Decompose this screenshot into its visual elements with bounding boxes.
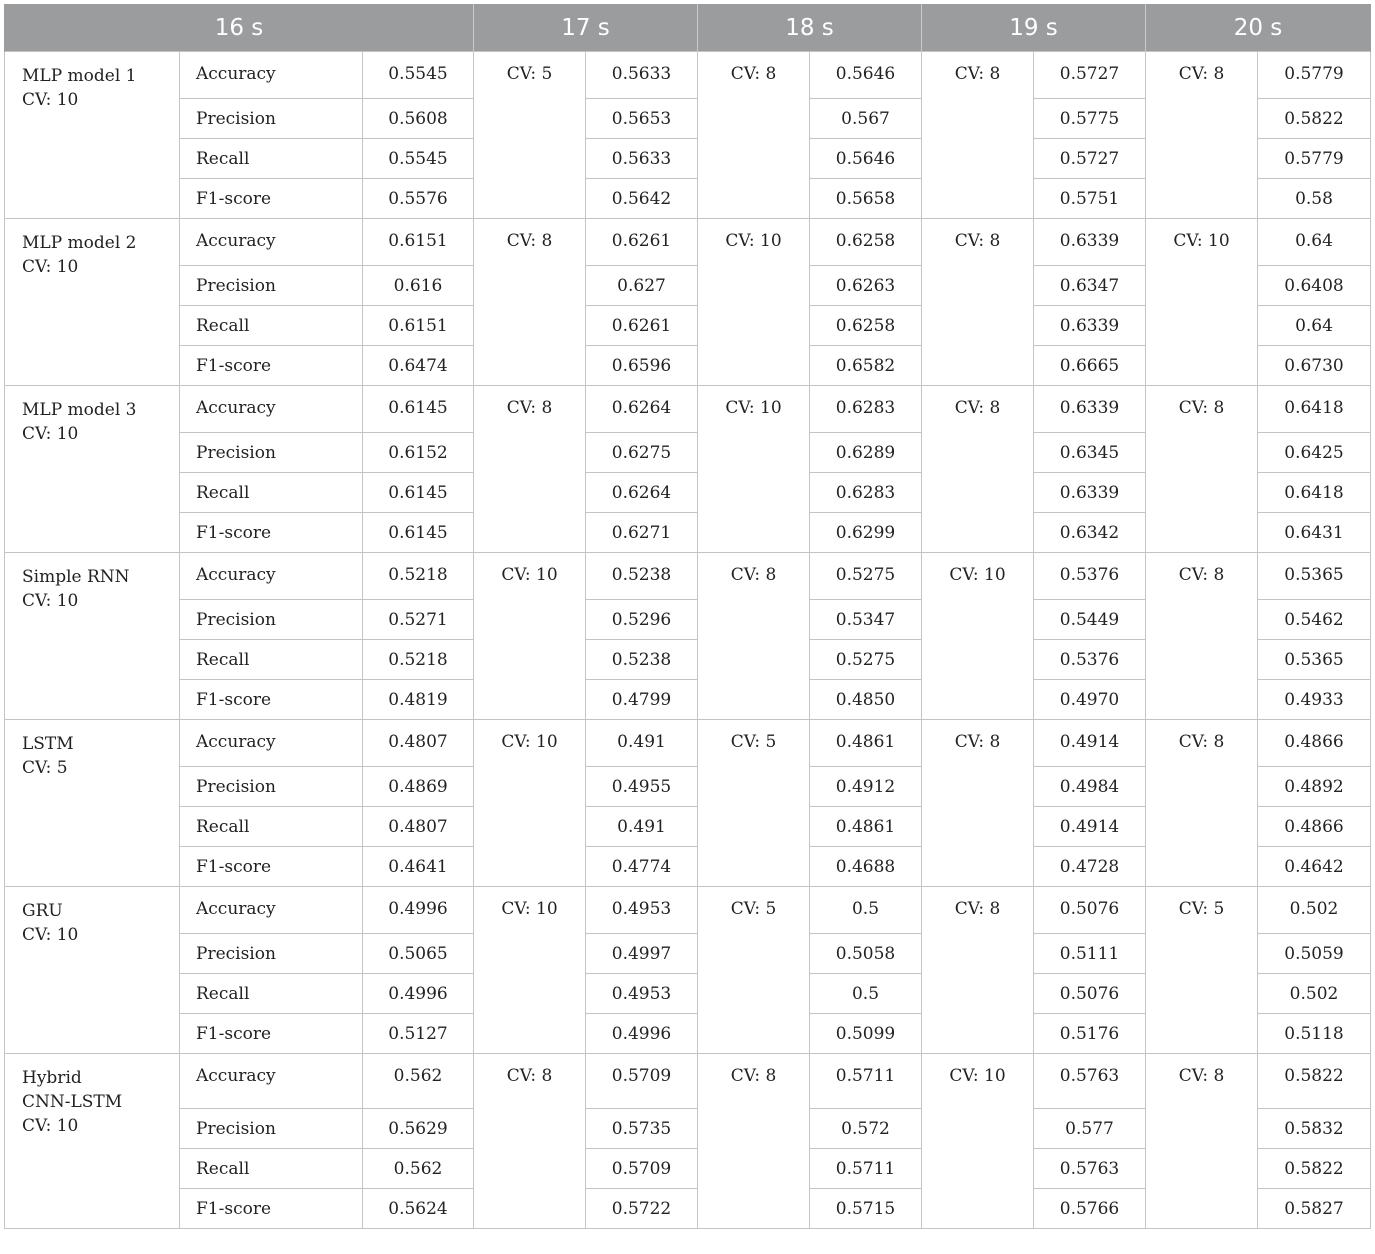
metric-value: 0.627 [586,266,698,306]
metric-value: 0.4997 [586,934,698,974]
metric-value: 0.4850 [810,680,922,720]
metric-label: Accuracy [180,386,363,433]
metric-value: 0.5271 [363,600,474,640]
metric-value: 0.6261 [586,306,698,346]
metric-value: 0.5365 [1258,553,1371,600]
metric-value: 0.5076 [1034,974,1146,1014]
metric-label: Accuracy [180,553,363,600]
metric-value: 0.6339 [1034,473,1146,513]
metric-value: 0.5711 [810,1054,922,1109]
cv-cell: CV: 8 [922,52,1034,219]
metric-value: 0.5735 [586,1109,698,1149]
metric-value: 0.5608 [363,99,474,139]
metric-value: 0.5642 [586,179,698,219]
results-table [4,4,1371,1229]
metric-value: 0.6339 [1034,306,1146,346]
metric-value: 0.5376 [1034,553,1146,600]
model-name-cell [5,52,180,219]
metric-value: 0.5832 [1258,1109,1371,1149]
cv-cell: CV: 5 [698,887,810,1054]
metric-value: 0.6263 [810,266,922,306]
model-name-line: CV: 10 [22,1116,79,1136]
metric-value: 0.5624 [363,1189,474,1229]
metric-value: 0.4641 [363,847,474,887]
metric-label: Precision [180,600,363,640]
cv-cell: CV: 10 [698,386,810,553]
cv-cell: CV: 8 [1146,386,1258,553]
metric-value: 0.5058 [810,934,922,974]
model-name-cell [5,386,180,553]
metric-value: 0.5775 [1034,99,1146,139]
model-name-line: CV: 10 [22,591,79,611]
metric-value: 0.5822 [1258,1149,1371,1189]
metric-label: Precision [180,266,363,306]
table-row [5,720,1371,767]
metric-value: 0.5646 [810,139,922,179]
metric-label: Recall [180,1149,363,1189]
metric-value: 0.4799 [586,680,698,720]
model-name-line: GRU [22,901,63,921]
table-row [5,219,1371,266]
metric-value: 0.5238 [586,640,698,680]
metric-value: 0.5076 [1034,887,1146,934]
metric-value: 0.5111 [1034,934,1146,974]
metric-value: 0.5176 [1034,1014,1146,1054]
metric-value: 0.562 [363,1054,474,1109]
metric-value: 0.5711 [810,1149,922,1189]
metric-value: 0.5629 [363,1109,474,1149]
metric-value: 0.5099 [810,1014,922,1054]
metric-value: 0.6271 [586,513,698,553]
metric-value: 0.4866 [1258,720,1371,767]
metric-label: Recall [180,473,363,513]
metric-value: 0.6665 [1034,346,1146,386]
metric-value: 0.616 [363,266,474,306]
metric-value: 0.6264 [586,386,698,433]
metric-value: 0.5763 [1034,1149,1146,1189]
metric-value: 0.6582 [810,346,922,386]
cv-cell: CV: 8 [922,720,1034,887]
metric-value: 0.5545 [363,139,474,179]
metric-label: Accuracy [180,720,363,767]
model-name-line: MLP model 2 [22,233,137,253]
metric-label: Precision [180,767,363,807]
cv-cell: CV: 5 [1146,887,1258,1054]
metric-value: 0.5462 [1258,600,1371,640]
cv-cell: CV: 8 [1146,1054,1258,1229]
metric-value: 0.64 [1258,306,1371,346]
metric-value: 0.5347 [810,600,922,640]
metric-label: F1-score [180,179,363,219]
cv-cell: CV: 8 [1146,553,1258,720]
metric-value: 0.5633 [586,52,698,99]
metric-value: 0.5296 [586,600,698,640]
column-header: 18 s [698,4,922,52]
metric-value: 0.5127 [363,1014,474,1054]
cv-cell: CV: 10 [922,553,1034,720]
metric-value: 0.6431 [1258,513,1371,553]
column-header: 20 s [1146,4,1371,52]
model-name-line: CV: 10 [22,257,79,277]
metric-label: Recall [180,974,363,1014]
metric-value: 0.6289 [810,433,922,473]
metric-value: 0.5 [810,887,922,934]
metric-value: 0.5275 [810,553,922,600]
metric-value: 0.5653 [586,99,698,139]
metric-value: 0.5763 [1034,1054,1146,1109]
model-name-line: Simple RNN [22,567,130,587]
metric-value: 0.5218 [363,640,474,680]
metric-value: 0.4861 [810,720,922,767]
metric-value: 0.5727 [1034,139,1146,179]
metric-value: 0.4861 [810,807,922,847]
metric-value: 0.5 [810,974,922,1014]
cv-cell: CV: 8 [474,219,586,386]
metric-value: 0.5059 [1258,934,1371,974]
metric-value: 0.5633 [586,139,698,179]
cv-cell: CV: 8 [698,553,810,720]
metric-value: 0.6347 [1034,266,1146,306]
metric-value: 0.4953 [586,974,698,1014]
metric-value: 0.64 [1258,219,1371,266]
metric-label: Precision [180,934,363,974]
metric-label: Accuracy [180,1054,363,1109]
metric-label: Recall [180,306,363,346]
metric-value: 0.4869 [363,767,474,807]
metric-label: Recall [180,807,363,847]
metric-label: F1-score [180,346,363,386]
metric-value: 0.4807 [363,720,474,767]
metric-value: 0.5376 [1034,640,1146,680]
model-name-line: CV: 10 [22,90,79,110]
metric-value: 0.5751 [1034,179,1146,219]
metric-value: 0.5238 [586,553,698,600]
model-name-cell [5,553,180,720]
metric-value: 0.58 [1258,179,1371,219]
metric-label: Recall [180,139,363,179]
metric-value: 0.5822 [1258,99,1371,139]
metric-value: 0.6730 [1258,346,1371,386]
cv-cell: CV: 8 [698,1054,810,1229]
cv-cell: CV: 5 [474,52,586,219]
metric-label: Precision [180,433,363,473]
model-name-line: Hybrid [22,1068,82,1088]
metric-value: 0.5715 [810,1189,922,1229]
metric-value: 0.4866 [1258,807,1371,847]
metric-label: Accuracy [180,887,363,934]
metric-value: 0.6299 [810,513,922,553]
table-row [5,1054,1371,1109]
cv-cell: CV: 8 [922,386,1034,553]
metric-label: F1-score [180,847,363,887]
metric-label: Recall [180,640,363,680]
metric-label: F1-score [180,1014,363,1054]
column-header: 16 s [5,4,474,52]
metric-value: 0.4912 [810,767,922,807]
model-name-cell [5,1054,180,1229]
table-row [5,553,1371,600]
table-row [5,52,1371,99]
metric-label: Accuracy [180,219,363,266]
metric-value: 0.4996 [363,974,474,1014]
metric-value: 0.6342 [1034,513,1146,553]
cv-cell: CV: 10 [474,720,586,887]
metric-value: 0.5766 [1034,1189,1146,1229]
metric-value: 0.6145 [363,386,474,433]
metric-value: 0.5827 [1258,1189,1371,1229]
metric-value: 0.6145 [363,513,474,553]
model-name-cell [5,219,180,386]
metric-value: 0.6339 [1034,219,1146,266]
metric-value: 0.6261 [586,219,698,266]
table-body [5,52,1371,1229]
metric-value: 0.5065 [363,934,474,974]
metric-value: 0.5646 [810,52,922,99]
cv-cell: CV: 10 [698,219,810,386]
cv-cell: CV: 8 [474,1054,586,1229]
metric-value: 0.572 [810,1109,922,1149]
metric-value: 0.6408 [1258,266,1371,306]
metric-value: 0.5722 [586,1189,698,1229]
cv-cell: CV: 5 [698,720,810,887]
metric-value: 0.4642 [1258,847,1371,887]
column-header: 17 s [474,4,698,52]
metric-label: F1-score [180,680,363,720]
metric-value: 0.4984 [1034,767,1146,807]
metric-value: 0.577 [1034,1109,1146,1149]
metric-value: 0.4953 [586,887,698,934]
metric-value: 0.5709 [586,1054,698,1109]
metric-value: 0.5365 [1258,640,1371,680]
cv-cell: CV: 8 [698,52,810,219]
cv-cell: CV: 8 [1146,720,1258,887]
model-name-line: CV: 5 [22,758,68,778]
metric-value: 0.491 [586,807,698,847]
column-header: 19 s [922,4,1146,52]
metric-value: 0.6283 [810,473,922,513]
metric-value: 0.5658 [810,179,922,219]
model-name-cell [5,887,180,1054]
metric-value: 0.4774 [586,847,698,887]
metric-value: 0.6152 [363,433,474,473]
cv-cell: CV: 10 [474,887,586,1054]
metric-label: F1-score [180,1189,363,1229]
model-name-line: LSTM [22,734,74,754]
metric-value: 0.5118 [1258,1014,1371,1054]
metric-value: 0.5822 [1258,1054,1371,1109]
metric-value: 0.4914 [1034,807,1146,847]
metric-value: 0.6418 [1258,386,1371,433]
metric-value: 0.4996 [363,887,474,934]
model-name-cell [5,720,180,887]
cv-cell: CV: 8 [474,386,586,553]
metric-value: 0.5545 [363,52,474,99]
metric-label: Precision [180,99,363,139]
cv-cell: CV: 8 [1146,52,1258,219]
cv-cell: CV: 10 [922,1054,1034,1229]
model-name-line: MLP model 3 [22,400,137,420]
metric-value: 0.6474 [363,346,474,386]
metric-value: 0.4914 [1034,720,1146,767]
metric-value: 0.5779 [1258,139,1371,179]
metric-value: 0.6264 [586,473,698,513]
cv-cell: CV: 8 [922,219,1034,386]
metric-value: 0.5275 [810,640,922,680]
metric-value: 0.6425 [1258,433,1371,473]
metric-value: 0.6145 [363,473,474,513]
metric-value: 0.502 [1258,974,1371,1014]
metric-value: 0.502 [1258,887,1371,934]
cv-cell: CV: 10 [474,553,586,720]
metric-value: 0.567 [810,99,922,139]
metric-value: 0.5727 [1034,52,1146,99]
metric-value: 0.6418 [1258,473,1371,513]
model-name-line: MLP model 1 [22,66,137,86]
metric-value: 0.6151 [363,219,474,266]
metric-value: 0.5779 [1258,52,1371,99]
metric-value: 0.4892 [1258,767,1371,807]
metric-value: 0.4688 [810,847,922,887]
metric-value: 0.6339 [1034,386,1146,433]
header-row [5,4,1371,52]
model-name-line: CNN-LSTM [22,1092,123,1112]
metric-value: 0.4807 [363,807,474,847]
model-name-line: CV: 10 [22,424,79,444]
metric-label: F1-score [180,513,363,553]
table-row [5,887,1371,934]
metric-value: 0.5218 [363,553,474,600]
metric-value: 0.491 [586,720,698,767]
metric-value: 0.562 [363,1149,474,1189]
metric-value: 0.6151 [363,306,474,346]
metric-value: 0.5449 [1034,600,1146,640]
metric-label: Accuracy [180,52,363,99]
metric-value: 0.4728 [1034,847,1146,887]
metric-value: 0.4955 [586,767,698,807]
metric-value: 0.6596 [586,346,698,386]
metric-value: 0.4996 [586,1014,698,1054]
model-name-line: CV: 10 [22,925,79,945]
cv-cell: CV: 10 [1146,219,1258,386]
metric-value: 0.4933 [1258,680,1371,720]
metric-label: Precision [180,1109,363,1149]
metric-value: 0.6345 [1034,433,1146,473]
metric-value: 0.6283 [810,386,922,433]
metric-value: 0.6258 [810,306,922,346]
metric-value: 0.6258 [810,219,922,266]
table-row [5,386,1371,433]
metric-value: 0.5709 [586,1149,698,1189]
metric-value: 0.5576 [363,179,474,219]
cv-cell: CV: 8 [922,887,1034,1054]
metric-value: 0.4819 [363,680,474,720]
metric-value: 0.6275 [586,433,698,473]
metric-value: 0.4970 [1034,680,1146,720]
